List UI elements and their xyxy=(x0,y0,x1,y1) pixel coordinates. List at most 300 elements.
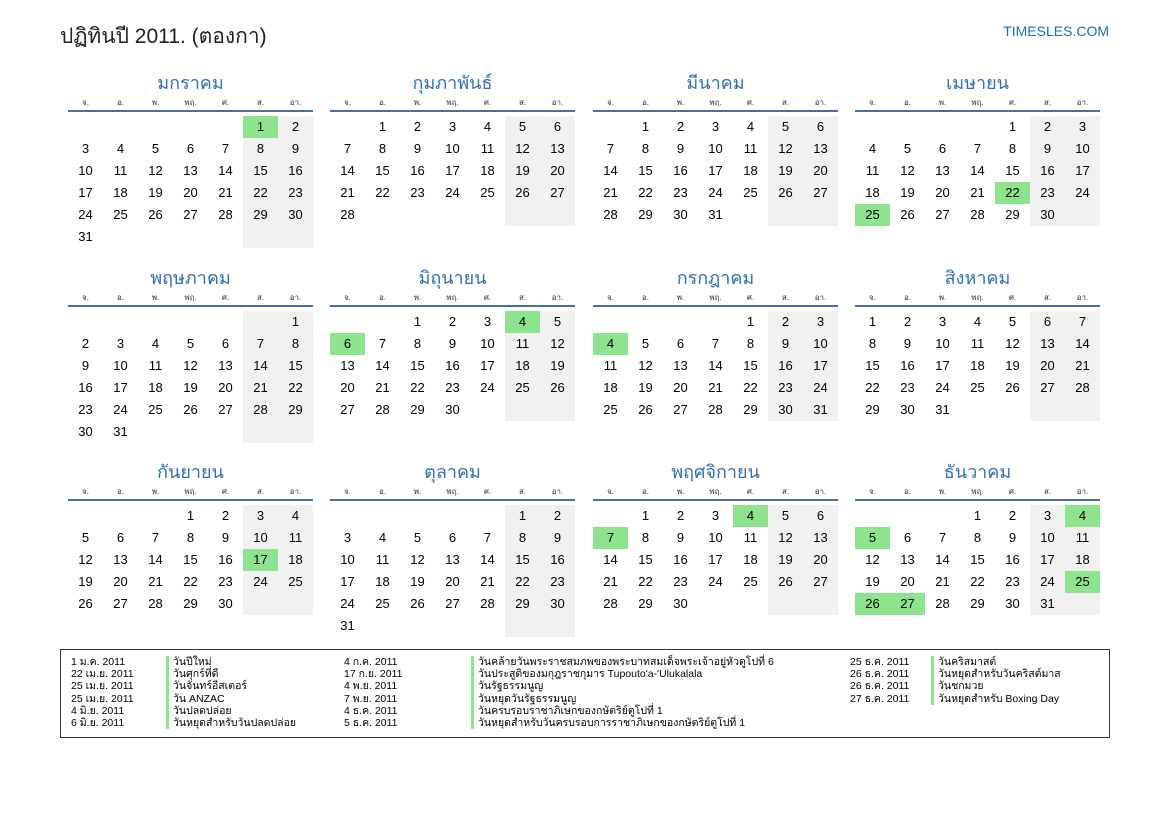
empty-day-cell xyxy=(138,505,173,527)
empty-day-cell xyxy=(698,311,733,333)
weekday-label: อา. xyxy=(814,98,827,107)
weekday-label: อ. xyxy=(641,98,650,107)
day-cell: 23 xyxy=(540,571,575,593)
month-name: มกราคม xyxy=(157,73,224,93)
empty-day-cell xyxy=(243,311,278,333)
day-cell: 8 xyxy=(746,336,755,351)
day-cell: 1 xyxy=(1008,119,1017,134)
day-cell: 8 xyxy=(186,530,195,545)
empty-day-cell xyxy=(470,615,505,637)
week-row xyxy=(593,571,838,593)
day-cell: 28 xyxy=(375,402,390,417)
day-cell: 1 xyxy=(641,119,650,134)
weekday-header xyxy=(68,485,313,501)
empty-day-cell xyxy=(138,311,173,333)
empty-day-cell xyxy=(400,204,435,226)
day-cell: 8 xyxy=(278,333,313,355)
holiday-name: วันชกมวย xyxy=(931,680,984,692)
holiday-name: วันประสูติของมกุฎราชกุมาร Tupouto'a-'Ulukalala xyxy=(471,668,702,680)
day-cell: 28 xyxy=(340,207,355,222)
day-cell: 9 xyxy=(1008,530,1017,545)
week-row xyxy=(330,527,575,549)
day-cell: 7 xyxy=(343,141,352,156)
weekday-label: จ. xyxy=(869,98,876,107)
day-cell: 26 xyxy=(768,571,803,593)
day-cell: 31 xyxy=(935,402,950,417)
day-cell: 6 xyxy=(676,336,685,351)
weekday-label: พ. xyxy=(413,293,422,302)
empty-day-cell xyxy=(593,116,628,138)
weekday-label: ศ. xyxy=(483,98,492,107)
empty-day-cell xyxy=(103,116,138,138)
month-calendar xyxy=(855,70,1100,226)
day-cell: 5 xyxy=(1008,314,1017,329)
day-cell: 7 xyxy=(1065,311,1100,333)
week-row xyxy=(330,116,575,138)
weekday-label: พฤ. xyxy=(184,98,197,107)
day-cell: 26 xyxy=(540,377,575,399)
day-cell: 29 xyxy=(505,593,540,615)
week-row xyxy=(68,160,313,182)
week-row xyxy=(855,399,1100,421)
weekday-label: ศ. xyxy=(221,487,230,496)
day-cell: 4 xyxy=(116,141,125,156)
week-row xyxy=(68,138,313,160)
day-cell: 18 xyxy=(1065,549,1100,571)
weekday-label: ส. xyxy=(781,98,790,107)
day-cell: 11 xyxy=(743,530,758,545)
legend-row xyxy=(344,693,774,705)
day-cell: 14 xyxy=(148,552,163,567)
day-cell: 5 xyxy=(186,336,195,351)
day-cell: 29 xyxy=(638,596,653,611)
week-row xyxy=(855,527,1100,549)
day-cell: 20 xyxy=(218,380,233,395)
day-cell: 17 xyxy=(113,380,128,395)
day-cell: 16 xyxy=(1005,552,1020,567)
weekday-label: พ. xyxy=(413,98,422,107)
empty-day-cell xyxy=(243,226,278,248)
day-cell: 30 xyxy=(1005,596,1020,611)
week-row xyxy=(593,116,838,138)
day-cell: 25 xyxy=(970,380,985,395)
weekday-header xyxy=(68,291,313,307)
week-row xyxy=(68,116,313,138)
day-cell: 10 xyxy=(803,333,838,355)
day-cell: 26 xyxy=(505,182,540,204)
day-cell: 21 xyxy=(375,380,390,395)
weekday-label: จ. xyxy=(869,293,876,302)
day-cell: 2 xyxy=(221,508,230,523)
day-cell: 12 xyxy=(505,138,540,160)
week-row xyxy=(855,333,1100,355)
day-cell: 13 xyxy=(803,527,838,549)
day-cell: 23 xyxy=(218,574,233,589)
day-cell: 13 xyxy=(935,163,950,178)
day-cell: 14 xyxy=(340,163,355,178)
day-cell: 12 xyxy=(148,163,163,178)
weekday-header xyxy=(330,485,575,501)
day-cell: 6 xyxy=(1030,311,1065,333)
week-row xyxy=(855,571,1100,593)
day-cell: 21 xyxy=(243,377,278,399)
day-cell: 16 xyxy=(673,552,688,567)
day-cell: 27 xyxy=(445,596,460,611)
day-cell: 5 xyxy=(768,505,803,527)
holiday-date: 7 พ.ย. 2011 xyxy=(344,692,398,705)
day-cell: 23 xyxy=(445,380,460,395)
day-cell: 29 xyxy=(743,402,758,417)
weekday-header xyxy=(330,291,575,307)
day-cell: 12 xyxy=(768,527,803,549)
day-cell: 20 xyxy=(540,160,575,182)
day-cell: 28 xyxy=(603,596,618,611)
day-cell: 10 xyxy=(445,141,460,156)
empty-day-cell xyxy=(365,311,400,333)
day-cell: 9 xyxy=(540,527,575,549)
day-cell: 16 xyxy=(768,355,803,377)
day-cell: 12 xyxy=(768,138,803,160)
weekday-label: จ. xyxy=(344,98,351,107)
day-cell: 25 xyxy=(743,185,758,200)
day-cell: 12 xyxy=(1005,336,1020,351)
day-cell: 16 xyxy=(218,552,233,567)
day-cell: 26 xyxy=(78,596,93,611)
empty-day-cell xyxy=(400,505,435,527)
weekday-label: ศ. xyxy=(221,293,230,302)
month-name: ตุลาคม xyxy=(424,462,481,482)
day-cell: 24 xyxy=(708,185,723,200)
day-cell: 21 xyxy=(340,185,355,200)
weekday-label: ส. xyxy=(518,487,527,496)
day-cell: 27 xyxy=(1030,377,1065,399)
day-cell: 18 xyxy=(505,355,540,377)
day-cell: 14 xyxy=(480,552,495,567)
empty-day-cell xyxy=(540,399,575,421)
holiday-legend xyxy=(60,649,1110,738)
day-cell: 16 xyxy=(278,160,313,182)
holiday-date: 6 มิ.ย. 2011 xyxy=(71,716,125,729)
day-cell: 18 xyxy=(148,380,163,395)
weekday-label: จ. xyxy=(869,487,876,496)
empty-day-cell xyxy=(208,311,243,333)
holiday-name: วันหยุดสำหรับวันครบรอบการราชาภิเษกของกษัตริย์ตูโปที่ 1 xyxy=(471,717,745,729)
day-cell: 9 xyxy=(221,530,230,545)
day-cell: 28 xyxy=(935,596,950,611)
weekday-label: อา. xyxy=(814,487,827,496)
empty-day-cell xyxy=(400,615,435,637)
day-cell: 6 xyxy=(116,530,125,545)
legend-row xyxy=(71,656,296,668)
day-cell: 8 xyxy=(641,141,650,156)
day-cell: 6 xyxy=(540,116,575,138)
day-cell: 4 xyxy=(733,505,768,527)
weekday-label: พ. xyxy=(676,293,685,302)
empty-day-cell xyxy=(925,505,960,527)
empty-day-cell xyxy=(138,421,173,443)
weekday-label: จ. xyxy=(607,293,614,302)
day-cell: 12 xyxy=(540,333,575,355)
week-row xyxy=(68,399,313,421)
weekday-label: จ. xyxy=(607,487,614,496)
day-cell: 19 xyxy=(1005,358,1020,373)
day-cell: 28 xyxy=(148,596,163,611)
day-cell: 6 xyxy=(186,141,195,156)
day-cell: 29 xyxy=(183,596,198,611)
empty-day-cell xyxy=(470,204,505,226)
month-calendar xyxy=(593,70,838,226)
day-cell: 22 xyxy=(995,182,1030,204)
day-cell: 10 xyxy=(113,358,128,373)
day-cell: 4 xyxy=(378,530,387,545)
day-cell: 16 xyxy=(78,380,93,395)
day-cell: 6 xyxy=(803,116,838,138)
week-row xyxy=(68,571,313,593)
weekday-label: พ. xyxy=(938,98,947,107)
legend-row xyxy=(850,668,1061,680)
empty-day-cell xyxy=(208,421,243,443)
day-cell: 24 xyxy=(935,380,950,395)
day-cell: 22 xyxy=(410,380,425,395)
day-cell: 3 xyxy=(483,314,492,329)
weekday-label: ศ. xyxy=(746,98,755,107)
day-cell: 22 xyxy=(375,185,390,200)
week-row xyxy=(855,116,1100,138)
week-row xyxy=(68,421,313,443)
day-cell: 2 xyxy=(278,116,313,138)
day-cell: 20 xyxy=(803,549,838,571)
holiday-date: 1 ม.ค. 2011 xyxy=(71,656,126,668)
weekday-label: ศ. xyxy=(1008,487,1017,496)
day-cell: 9 xyxy=(676,141,685,156)
day-cell: 24 xyxy=(445,185,460,200)
week-row xyxy=(68,226,313,248)
day-cell: 8 xyxy=(1008,141,1017,156)
day-cell: 29 xyxy=(970,596,985,611)
day-cell: 4 xyxy=(593,333,628,355)
day-cell: 1 xyxy=(243,116,278,138)
day-cell: 8 xyxy=(641,530,650,545)
weekday-label: ส. xyxy=(256,293,265,302)
day-cell: 1 xyxy=(973,508,982,523)
empty-day-cell xyxy=(890,505,925,527)
day-cell: 13 xyxy=(673,358,688,373)
weekday-header xyxy=(593,291,838,307)
week-row xyxy=(330,615,575,637)
day-cell: 18 xyxy=(743,552,758,567)
month-name: กรกฎาคม xyxy=(676,268,755,288)
day-cell: 17 xyxy=(78,185,93,200)
weekday-label: พ. xyxy=(676,487,685,496)
day-cell: 2 xyxy=(448,314,457,329)
empty-day-cell xyxy=(243,421,278,443)
weekday-label: จ. xyxy=(607,98,614,107)
weekday-label: พ. xyxy=(151,98,160,107)
weekday-label: พฤ. xyxy=(446,293,459,302)
day-cell: 17 xyxy=(445,163,460,178)
day-cell: 4 xyxy=(868,141,877,156)
day-cell: 31 xyxy=(113,424,128,439)
holiday-date: 22 เม.ย. 2011 xyxy=(71,668,134,681)
day-cell: 19 xyxy=(540,355,575,377)
day-cell: 13 xyxy=(540,138,575,160)
month-name: สิงหาคม xyxy=(944,268,1011,288)
day-cell: 9 xyxy=(676,530,685,545)
week-row xyxy=(330,204,575,226)
weekday-label: อ. xyxy=(116,487,125,496)
day-cell: 27 xyxy=(540,182,575,204)
weekday-label: จ. xyxy=(82,487,89,496)
legend-row xyxy=(850,680,1061,692)
day-cell: 9 xyxy=(1030,138,1065,160)
empty-day-cell xyxy=(173,311,208,333)
week-row xyxy=(593,160,838,182)
day-cell: 8 xyxy=(505,527,540,549)
day-cell: 11 xyxy=(865,163,880,178)
weekday-label: พ. xyxy=(676,98,685,107)
day-cell: 15 xyxy=(375,163,390,178)
weekday-header xyxy=(68,96,313,112)
holiday-name: วันหยุดสำหรับ Boxing Day xyxy=(931,693,1059,705)
day-cell: 23 xyxy=(900,380,915,395)
weekday-label: พฤ. xyxy=(446,98,459,107)
day-cell: 29 xyxy=(865,402,880,417)
day-cell: 25 xyxy=(480,185,495,200)
week-row xyxy=(593,399,838,421)
site-link[interactable]: TIMESLES.COM xyxy=(1003,23,1109,39)
weekday-label: พฤ. xyxy=(971,487,984,496)
week-row xyxy=(68,549,313,571)
week-row xyxy=(68,527,313,549)
day-cell: 3 xyxy=(938,314,947,329)
day-cell: 14 xyxy=(218,163,233,178)
day-cell: 17 xyxy=(1065,160,1100,182)
day-cell: 15 xyxy=(505,549,540,571)
day-cell: 14 xyxy=(603,552,618,567)
weekday-label: อา. xyxy=(551,98,564,107)
day-cell: 29 xyxy=(278,399,313,421)
weekday-label: พฤ. xyxy=(446,487,459,496)
empty-day-cell xyxy=(855,505,890,527)
day-cell: 2 xyxy=(768,311,803,333)
weekday-header xyxy=(855,291,1100,307)
weekday-label: ส. xyxy=(781,293,790,302)
day-cell: 16 xyxy=(410,163,425,178)
week-row xyxy=(593,593,838,615)
day-cell: 25 xyxy=(603,402,618,417)
day-cell: 29 xyxy=(243,204,278,226)
empty-day-cell xyxy=(995,399,1030,421)
day-cell: 30 xyxy=(78,424,93,439)
day-cell: 16 xyxy=(1030,160,1065,182)
week-row xyxy=(855,138,1100,160)
week-row xyxy=(68,377,313,399)
day-cell: 20 xyxy=(803,160,838,182)
weekday-label: ส. xyxy=(256,98,265,107)
day-cell: 2 xyxy=(676,508,685,523)
empty-day-cell xyxy=(540,615,575,637)
weekday-label: ศ. xyxy=(483,293,492,302)
weekday-label: อา. xyxy=(551,293,564,302)
weekday-header xyxy=(330,96,575,112)
day-cell: 25 xyxy=(113,207,128,222)
day-cell: 5 xyxy=(768,116,803,138)
day-cell: 24 xyxy=(803,377,838,399)
holiday-name: วันจันทร์อีสเตอร์ xyxy=(166,680,247,692)
day-cell: 13 xyxy=(1030,333,1065,355)
day-cell: 18 xyxy=(865,185,880,200)
day-cell: 7 xyxy=(606,141,615,156)
day-cell: 15 xyxy=(278,355,313,377)
day-cell: 30 xyxy=(900,402,915,417)
month-name: ธันวาคม xyxy=(943,462,1012,482)
day-cell: 31 xyxy=(1030,593,1065,615)
week-row xyxy=(68,311,313,333)
day-cell: 30 xyxy=(768,399,803,421)
day-cell: 24 xyxy=(1065,182,1100,204)
day-cell: 4 xyxy=(973,314,982,329)
holiday-date: 27 ธ.ค. 2011 xyxy=(850,692,910,705)
weekday-label: จ. xyxy=(344,487,351,496)
day-cell: 22 xyxy=(243,182,278,204)
holiday-date: 17 ก.ย. 2011 xyxy=(344,668,403,681)
day-cell: 2 xyxy=(1030,116,1065,138)
day-cell: 23 xyxy=(78,402,93,417)
weekday-header xyxy=(855,485,1100,501)
day-cell: 24 xyxy=(1030,571,1065,593)
empty-day-cell xyxy=(435,615,470,637)
day-cell: 12 xyxy=(638,358,653,373)
day-cell: 26 xyxy=(638,402,653,417)
day-cell: 26 xyxy=(183,402,198,417)
day-cell: 5 xyxy=(81,530,90,545)
calendar-grid xyxy=(68,70,1102,645)
month-calendar xyxy=(593,265,838,421)
day-cell: 13 xyxy=(803,138,838,160)
day-cell: 15 xyxy=(410,358,425,373)
holiday-name: วันปลดปล่อย xyxy=(166,705,232,717)
weekday-label: อา. xyxy=(1076,98,1089,107)
empty-day-cell xyxy=(803,593,838,615)
empty-day-cell xyxy=(733,204,768,226)
month-calendar xyxy=(68,459,313,615)
day-cell: 13 xyxy=(900,552,915,567)
day-cell: 7 xyxy=(221,141,230,156)
day-cell: 17 xyxy=(708,163,723,178)
weekday-header xyxy=(855,96,1100,112)
empty-day-cell xyxy=(173,226,208,248)
week-row xyxy=(855,549,1100,571)
day-cell: 3 xyxy=(343,530,352,545)
weekday-label: พฤ. xyxy=(709,487,722,496)
weekday-label: พฤ. xyxy=(971,98,984,107)
week-row xyxy=(68,505,313,527)
empty-day-cell xyxy=(330,116,365,138)
day-cell: 25 xyxy=(743,574,758,589)
legend-row xyxy=(344,680,774,692)
day-cell: 22 xyxy=(970,574,985,589)
day-cell: 21 xyxy=(935,574,950,589)
legend-row xyxy=(71,717,296,729)
day-cell: 25 xyxy=(375,596,390,611)
day-cell: 27 xyxy=(673,402,688,417)
week-row xyxy=(330,505,575,527)
day-cell: 5 xyxy=(151,141,160,156)
legend-column xyxy=(850,656,1061,705)
week-row xyxy=(330,311,575,333)
empty-day-cell xyxy=(365,204,400,226)
week-row xyxy=(593,182,838,204)
